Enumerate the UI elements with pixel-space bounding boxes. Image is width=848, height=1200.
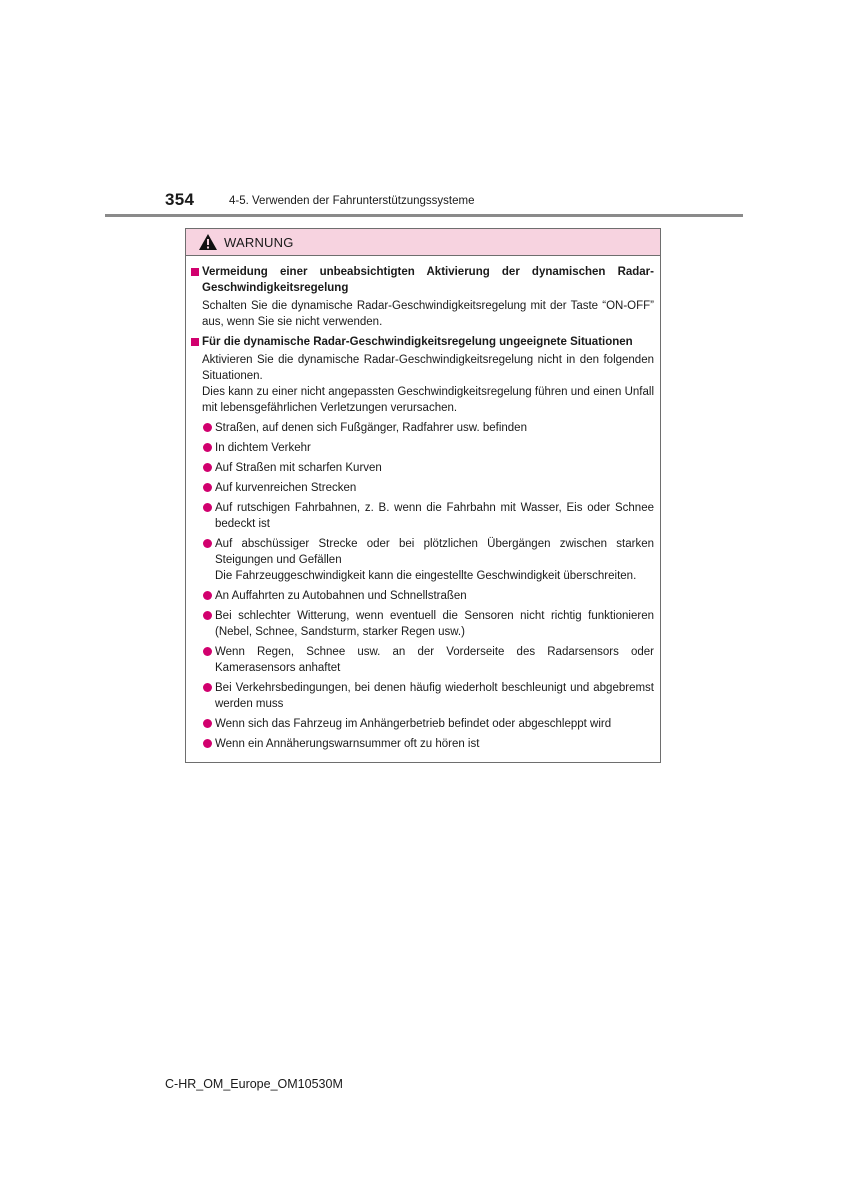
list-item: Auf rutschigen Fahrbahnen, z. B. wenn die Fahrbahn mit Wasser, Eis oder Schnee bedeckt ist: [203, 500, 654, 532]
header-divider: [105, 214, 743, 217]
list-item: Auf Straßen mit scharfen Kurven: [203, 460, 654, 476]
circle-bullet-icon: [203, 591, 212, 600]
bullet-list: [191, 420, 654, 752]
warning-header: [186, 229, 660, 256]
circle-bullet-icon: [203, 443, 212, 452]
list-item: An Auffahrten zu Autobahnen und Schnellstraßen: [203, 588, 654, 604]
circle-bullet-icon: [203, 611, 212, 620]
paragraph: Aktivieren Sie die dynamische Radar-Geschwindigkeitsregelung nicht in den folgenden Situationen.: [202, 354, 654, 382]
page-number: 354: [165, 190, 195, 209]
list-item: Auf abschüssiger Strecke oder bei plötzlichen Übergängen zwischen starken Steigungen und Gefällen Die Fahrzeuggeschwindigkeit kann die eingestellte Geschwindigkeit überschreiten.: [203, 536, 654, 584]
list-item: In dichtem Verkehr: [203, 440, 654, 456]
list-item: Wenn Regen, Schnee usw. an der Vorderseite des Radarsensors oder Kamerasensors anhaftet: [203, 644, 654, 676]
page-header: [0, 188, 848, 218]
circle-bullet-icon: [203, 719, 212, 728]
list-item: Wenn sich das Fahrzeug im Anhängerbetrieb befindet oder abgeschleppt wird: [203, 716, 654, 732]
circle-bullet-icon: [203, 463, 212, 472]
footer-doc-code: C-HR_OM_Europe_OM10530M: [165, 1077, 343, 1091]
square-bullet-icon: [191, 268, 199, 276]
circle-bullet-icon: [203, 539, 212, 548]
circle-bullet-icon: [203, 647, 212, 656]
circle-bullet-icon: [203, 483, 212, 492]
paragraph: Schalten Sie die dynamische Radar-Geschwindigkeitsregelung mit der Taste “ON-OFF” aus, wenn Sie sie nicht verwenden.: [202, 300, 654, 328]
circle-bullet-icon: [203, 423, 212, 432]
section-title: 4-5. Verwenden der Fahrunterstützungssysteme: [229, 195, 475, 207]
list-item: Auf kurvenreichen Strecken: [203, 480, 654, 496]
warning-label: WARNUNG: [224, 235, 294, 250]
paragraph: Dies kann zu einer nicht angepassten Geschwindigkeitsregelung führen und einen Unfall mit lebensgefährlichen Verletzungen verursachen.: [202, 386, 654, 414]
circle-bullet-icon: [203, 683, 212, 692]
warning-box: [185, 228, 661, 763]
square-bullet-icon: [191, 338, 199, 346]
list-item: Bei Verkehrsbedingungen, bei denen häufig wiederholt beschleunigt und abgebremst werden muss: [203, 680, 654, 712]
section-heading: Vermeidung einer unbeabsichtigten Aktivierung der dynamischen Radar-Geschwindigkeitsregelung: [191, 264, 654, 296]
list-item: Bei schlechter Witterung, wenn eventuell die Sensoren nicht richtig funktionieren (Nebel, Schnee, Sandsturm, starker Regen usw.): [203, 608, 654, 640]
list-item-note: Die Fahrzeuggeschwindigkeit kann die eingestellte Geschwindigkeit überschreiten.: [215, 570, 637, 582]
circle-bullet-icon: [203, 739, 212, 748]
warning-content: [186, 256, 660, 752]
list-item: Wenn ein Annäherungswarnsummer oft zu hören ist: [203, 736, 654, 752]
list-item: Straßen, auf denen sich Fußgänger, Radfahrer usw. befinden: [203, 420, 654, 436]
section-heading: Für die dynamische Radar-Geschwindigkeitsregelung ungeeignete Situationen: [191, 334, 654, 350]
warning-triangle-icon: [198, 233, 218, 251]
circle-bullet-icon: [203, 503, 212, 512]
